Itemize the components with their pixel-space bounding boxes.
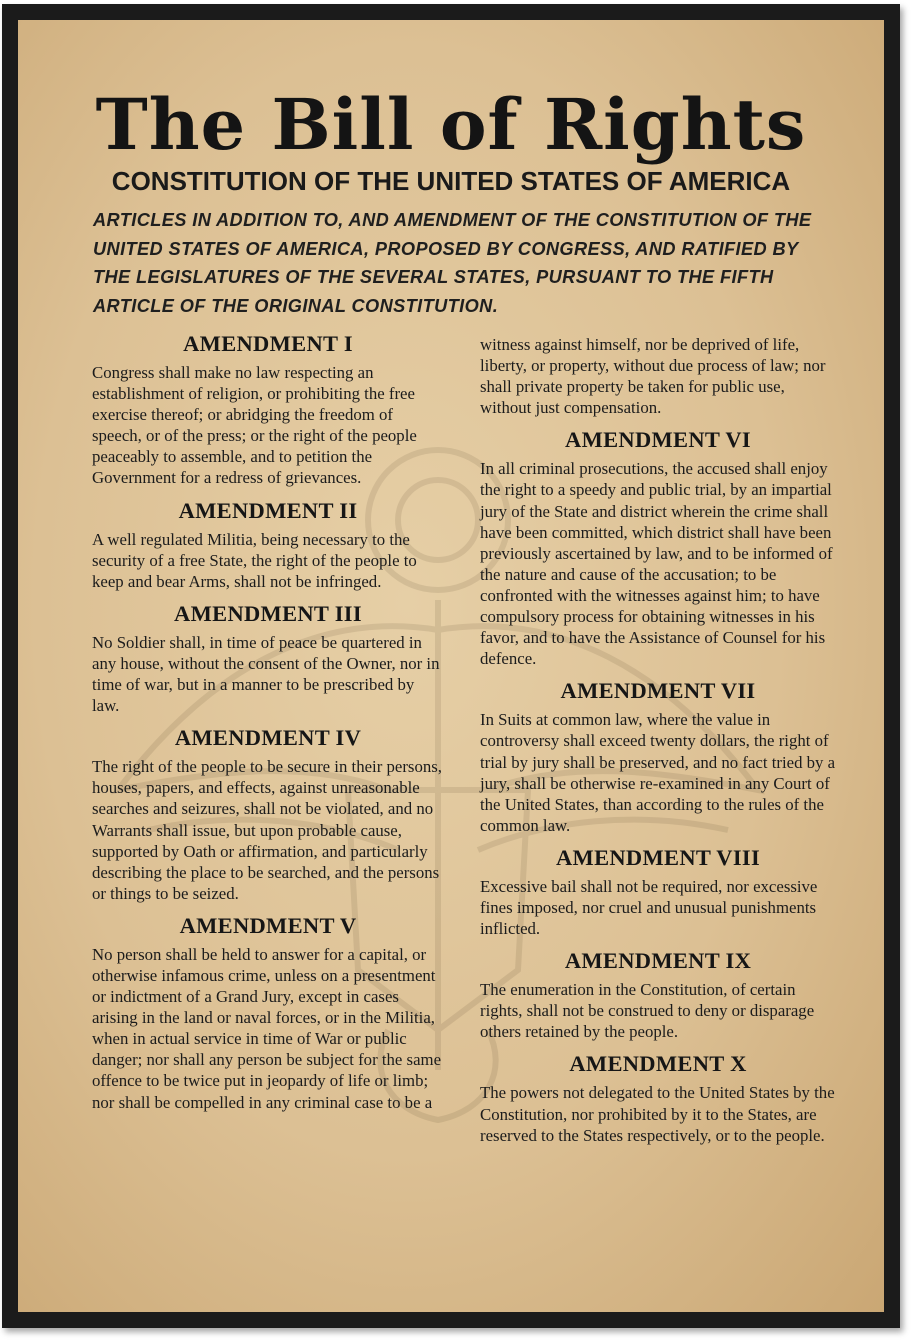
amendment-4 <box>92 722 444 904</box>
amendment-text: No person shall be held to answer for a capital, or otherwise infamous crime, unless on a presentment or indictment of a Grand Jury, except in cases arising in the land or naval forces, or in the Militia, when in actual service in time of War or public danger; nor shall any person be subject for the same offence to be twice put in jeopardy of life or limb; nor shall be compelled in any criminal case to be a <box>92 944 442 1112</box>
left-column <box>92 328 444 1113</box>
amendment-text: In Suits at common law, where the value in controversy shall exceed twenty dollars, the right of trial by jury shall be preserved, and no fact tried by a jury, shall be otherwise re-examined in any Court of the United States, than according to the rules of the common law. <box>480 710 836 835</box>
amendment-heading: AMENDMENT VIII <box>555 844 761 870</box>
amendment-heading: AMENDMENT II <box>178 497 358 523</box>
amendment-heading: AMENDMENT VII <box>560 678 756 704</box>
amendment-text: A well regulated Militia, being necessary to the security of a free State, the right of the people to keep and bear Arms, shall not be infringed. <box>92 529 417 591</box>
amendment-heading: AMENDMENT I <box>183 331 353 356</box>
amendment-text: Congress shall make no law respecting an establishment of religion, or prohibiting the free exercise thereof; or abridging the freedom of speech, or of the press; or the right of the people peaceably to assemble, and to petition the Government for a redress of grievances. <box>92 363 417 488</box>
amendment-text: The right of the people to be secure in their persons, houses, papers, and effects, against unreasonable searches and seizures, shall not be violated, and no Warrants shall issue, but upon probable cause, supported by Oath or affirmation, and particularly describing the place to be searched, and the persons or things to be seized. <box>92 757 442 903</box>
amendment-5 <box>92 910 444 1113</box>
amendment-heading: AMENDMENT III <box>174 600 362 626</box>
amendment-7 <box>480 675 836 836</box>
amendment-text: The powers not delegated to the United States by the Constitution, nor prohibited by it to the States, are reserved to the States respectively, or to the people. <box>480 1083 835 1145</box>
amendment-1 <box>92 328 444 489</box>
amendment-heading: AMENDMENT IV <box>174 725 362 751</box>
amendment-10 <box>480 1048 836 1145</box>
parchment-background <box>18 20 884 1312</box>
amendment-text: The enumeration in the Constitution, of certain rights, shall not be construed to deny or disparage others retained by the people. <box>480 980 815 1042</box>
page-subtitle: CONSTITUTION OF THE UNITED STATES OF AMERICA <box>111 166 791 196</box>
amendment-8 <box>480 842 836 939</box>
poster-frame <box>2 4 900 1328</box>
amendment-text: Excessive bail shall not be required, nor excessive fines imposed, nor cruel and unusual punishments inflicted. <box>480 876 818 939</box>
amendment-9 <box>480 945 836 1042</box>
right-column <box>480 328 836 1146</box>
amendment-heading: AMENDMENT IX <box>564 948 752 974</box>
amendment-5-continued: witness against himself, nor be deprived of life, liberty, or property, without due process of law; nor shall private property be taken for public use, without just compensation. <box>480 335 826 418</box>
page-title: The Bill of Rights <box>95 83 807 166</box>
preamble-text: ARTICLES IN ADDITION TO, AND AMENDMENT OF THE CONSTITUTION OF THE UNITED STATES OF AMERICA, PROPOSED BY CONGRESS, AND RATIFIED BY THE LEGISLATURES OF THE SEVERAL STATES, PURSUANT TO THE FIFTH ARTICLE OF THE ORIGINAL CONSTITUTION. <box>93 210 812 316</box>
amendment-3 <box>92 598 444 716</box>
amendment-text: No Soldier shall, in time of peace be quartered in any house, without the consent of the Owner, nor in time of war, but in a manner to be prescribed by law. <box>92 632 440 716</box>
amendment-text: In all criminal prosecutions, the accused shall enjoy the right to a speedy and public trial, by an impartial jury of the State and district wherein the crime shall have been committed, which district shall have been previously ascertained by law, and to be informed of the nature and cause of the accusation; to be confronted with the witnesses against him; to have compulsory process for obtaining witnesses in his favor, and to have the Assistance of Counsel for his defence. <box>480 459 833 669</box>
amendment-heading: AMENDMENT X <box>569 1051 747 1077</box>
amendment-heading: AMENDMENT VI <box>565 427 751 453</box>
amendment-6 <box>480 424 836 669</box>
amendment-2 <box>92 495 444 592</box>
amendment-heading: AMENDMENT V <box>179 912 357 938</box>
